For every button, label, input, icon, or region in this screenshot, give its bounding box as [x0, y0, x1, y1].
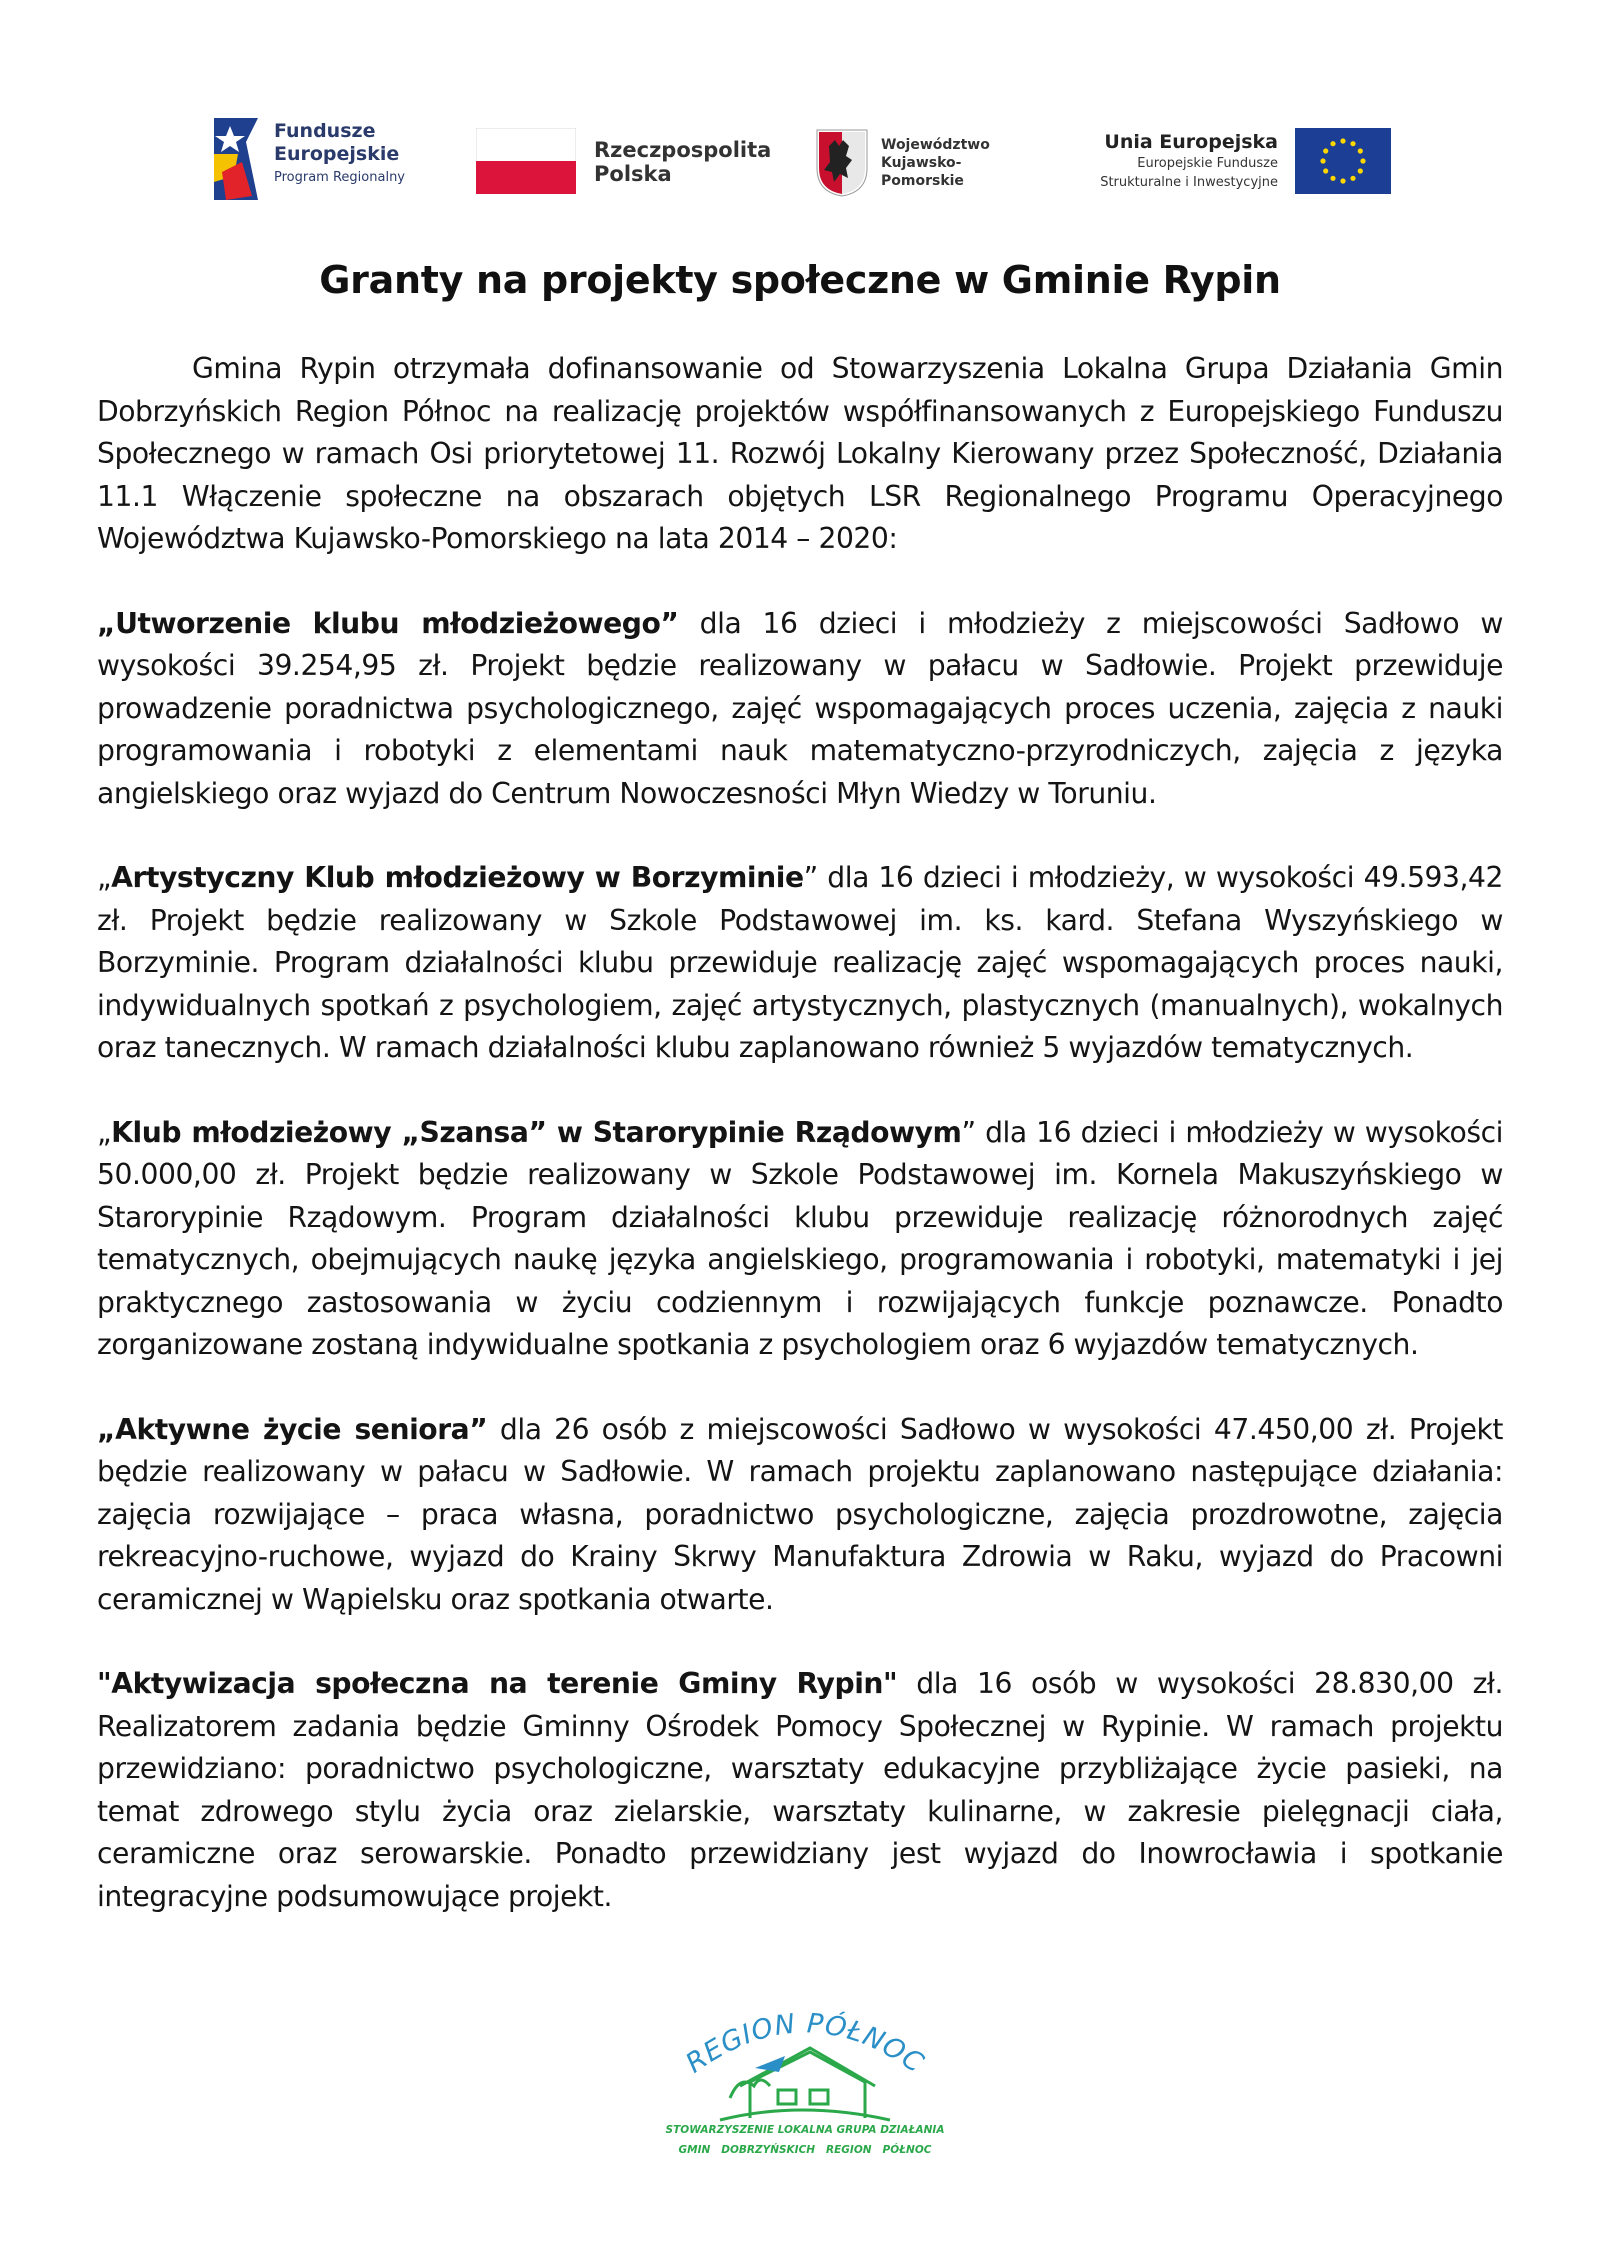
coat-of-arms-icon: [815, 128, 869, 198]
ue-line2: Europejskie Fundusze: [1137, 156, 1278, 171]
project-text-2: ” dla 16 dzieci i młodzieży, w wysokości 49.593,42 zł. Projekt będzie realizowany w Szkole Podstawowej im. ks. kard. Stefana Wyszyńskiego w Borzyminie. Program działalności klubu przewiduje realizację zajęć wspomagających proces nauki, indywidualnych spotkań z psychologiem, zajęć artystycznych, plastycznych (manualnych), wokalnych oraz tanecznych. W ramach działalności klubu zaplanowano również 5 wyjazdów tematycznych.: [97, 861, 1503, 1064]
project-paragraph-1: [97, 603, 1503, 816]
region-polnoc-logo: [660, 1990, 950, 2170]
document-body: [97, 348, 1503, 1960]
unia-europejska-logo: [1088, 126, 1393, 198]
project-text-4: dla 26 osób z miejscowości Sadłowo w wysokości 47.450,00 zł. Projekt będzie realizowany w pałacu w Sadłowie. W ramach projektu zaplanowano następujące działania: zajęcia rozwijające – praca własna, poradnictwo psychologiczne, zajęcia prozdrowotne, zajęcia rekreacyjno-ruchowe, wyjazd do Krainy Skrwy Manufaktura Zdrowia w Raku, wyjazd do Pracowni ceramicznej w Wąpielsku oraz spotkania otwarte.: [97, 1412, 1503, 1616]
kp-line1: Województwo: [881, 137, 990, 153]
logo-band: [0, 0, 1600, 220]
kp-line2: Kujawsko-Pomorskie: [881, 155, 964, 189]
project-name-5: "Aktywizacja społeczna na terenie Gminy Rypin": [97, 1667, 898, 1700]
project-text-1: dla 16 dzieci i młodzieży z miejscowości Sadłowo w wysokości 39.254,95 zł. Projekt będzie realizowany w pałacu w Sadłowie. Projekt przewiduje prowadzenie poradnictwa psychologicznego, zajęć wspomagających proces uczenia, zajęcia z nauki programowania i robotyki z elementami nauk matematyczno-przyrodniczych, zajęcia z języka angielskiego oraz wyjazd do Centrum Nowoczesności Młyn Wiedzy w Toruniu.: [97, 606, 1504, 810]
fe-line1: Fundusze: [274, 120, 376, 142]
pl-line1: Rzeczpospolita: [594, 138, 772, 162]
project-text-3: ” dla 16 dzieci i młodzieży w wysokości 50.000,00 zł. Projekt będzie realizowany w Szkole Podstawowej im. Kornela Makuszyńskiego w Starorypinie Rządowym. Program działalności klubu przewiduje realizację różnorodnych zajęć tematycznych, obejmujących naukę języka angielskiego, programowania i robotyki, matematyki i jej praktycznego zastosowania w życiu codziennym i rozwijających funkcje poznawcze. Ponadto zorganizowane zostaną indywidualne spotkania z psychologiem oraz 6 wyjazdów tematycznych.: [97, 1115, 1503, 1361]
svg-text:REGION PÓŁNOC: [680, 2008, 929, 2079]
project-text-5: dla 16 osób w wysokości 28.830,00 zł. Realizatorem zadania będzie Gminny Ośrodek Pomocy Społecznej w Rypinie. W ramach projektu przewidziano: poradnictwo psychologiczne, warsztaty edukacyjne przybliżające życie pasieki, na temat zdrowego stylu życia oraz zielarskie, warsztaty kulinarne, w zakresie pielęgnacji ciała, ceramiczne oraz serowarskie. Ponadto przewidziany jest wyjazd do Inowrocławia i spotkanie integracyjne podsumowujące projekt.: [97, 1667, 1503, 1913]
fe-line2: Europejskie: [274, 143, 400, 165]
page-title: Granty na projekty społeczne w Gminie Rypin: [319, 258, 1281, 302]
kujawsko-pomorskie-logo: [815, 126, 1035, 200]
project-paragraph-2: „Artystyczny Klub młodzieżowy w Borzyminie” dla 16 dzieci i młodzieży, w wysokości 49.593,42 zł. Projekt będzie realizowany w Szkole Podstawowej im. ks. kard. Stefana Wyszyńskiego w Borzyminie. Program działalności klubu przewiduje realizację zajęć wspomagających proces nauki, indywidualnych spotkań z psychologiem, zajęć artystycznych, plastycznych (manualnych), wokalnych oraz tanecznych. W ramach działalności klubu zaplanowano również 5 wyjazdów tematycznych.: [97, 861, 1503, 1064]
fundusze-europejskie-logo: [212, 116, 432, 204]
project-name-4: „Aktywne życie seniora”: [97, 1412, 488, 1446]
pl-line2: Polska: [594, 162, 672, 186]
ue-line3: Strukturalne i Inwestycyjne: [1100, 175, 1278, 190]
region-line2: GMIN DOBRZYŃSKICH REGION PÓŁNOC: [678, 2144, 932, 2156]
fe-line3: Program Regionalny: [274, 170, 405, 185]
project-paragraph-5: [97, 1663, 1503, 1918]
intro-paragraph: Gmina Rypin otrzymała dofinansowanie od Stowarzyszenia Lokalna Grupa Działania Gmin Dobrzyńskich Region Północ na realizację projektów współfinansowanych z Europejskiego Funduszu Społecznego w ramach Osi priorytetowej 11. Rozwój Lokalny Kierowany przez Społeczność, Działania 11.1 Włączenie społeczne na obszarach objętych LSR Regionalnego Programu Operacyjnego Województwa Kujawsko-Pomorskiego na lata 2014 – 2020:: [97, 352, 1503, 555]
project-paragraph-4: [97, 1409, 1503, 1622]
project-paragraph-3: „Klub młodzieżowy „Szansa” w Starorypinie Rządowym” dla 16 dzieci i młodzieży w wysokości 50.000,00 zł. Projekt będzie realizowany w Szkole Podstawowej im. Kornela Makuszyńskiego w Starorypinie Rządowym. Program działalności klubu przewiduje realizację różnorodnych zajęć tematycznych, obejmujących naukę języka angielskiego, programowania i robotyki, matematyki i jej praktycznego zastosowania w życiu codziennym i rozwijających funkcje poznawcze. Ponadto zorganizowane zostaną indywidualne spotkania z psychologiem oraz 6 wyjazdów tematycznych.: [97, 1115, 1503, 1361]
rzeczpospolita-polska-logo: [476, 126, 772, 196]
region-arc-text: REGION PÓŁNOC: [680, 2008, 930, 2080]
project-name-2: Artystyczny Klub młodzieżowy w Borzyminie: [111, 861, 804, 894]
region-line1: STOWARZYSZENIE LOKALNA GRUPA DZIAŁANIA: [665, 2124, 945, 2136]
fundusze-europejskie-icon: [212, 116, 264, 202]
eu-flag-icon: [1295, 128, 1391, 194]
project-name-3: Klub młodzieżowy „Szansa” w Starorypinie Rządowym: [111, 1115, 962, 1149]
polish-flag-icon: [476, 128, 576, 194]
region-polnoc-emblem-icon: [660, 1990, 950, 2170]
ue-line1: Unia Europejska: [1104, 131, 1278, 153]
project-name-1: „Utworzenie klubu młodzieżowego”: [97, 606, 679, 640]
